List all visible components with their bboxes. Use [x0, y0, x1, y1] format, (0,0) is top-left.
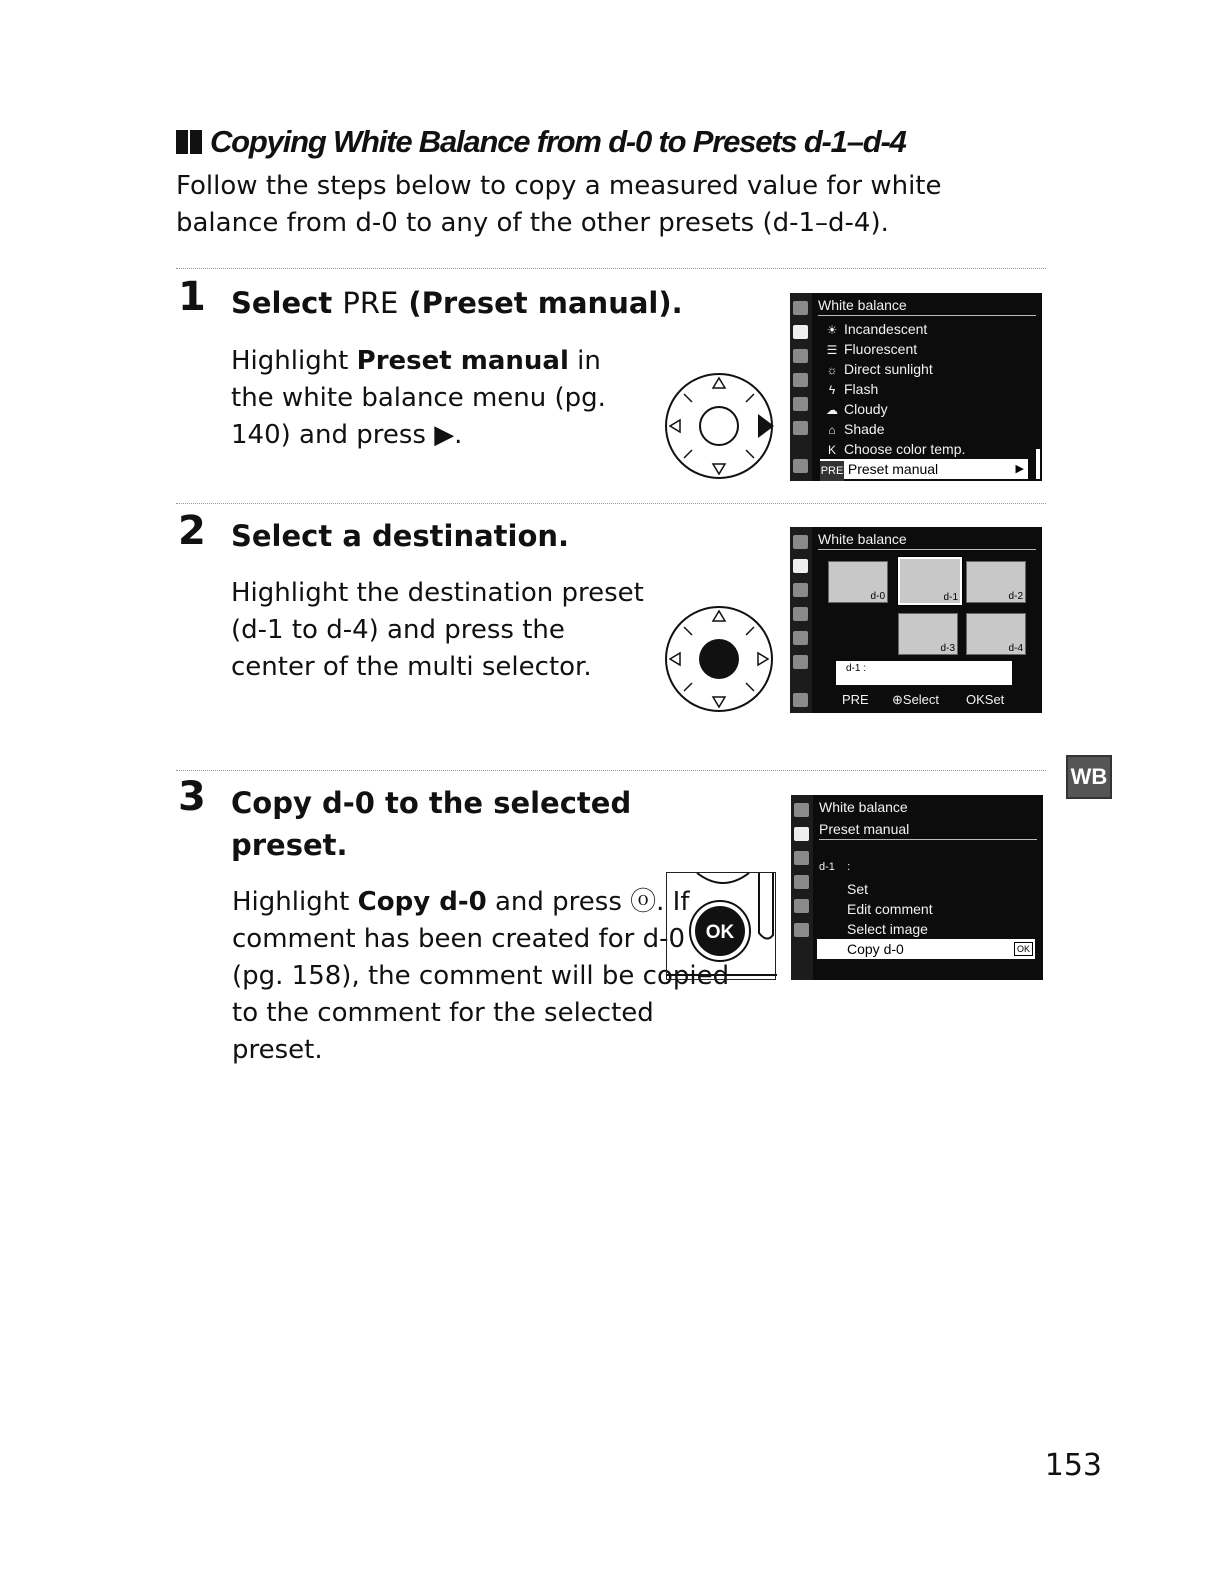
- section-title-text: Copying White Balance from d-0 to Presets d-1–d-4: [210, 124, 906, 159]
- retouch-menu-icon: [793, 397, 808, 411]
- page-number: 153: [1044, 1448, 1102, 1483]
- playback-menu-icon: [793, 535, 808, 549]
- step-1-body-text-end: in the white balance menu (pg. 140) and press ▶.: [231, 346, 606, 450]
- screen-header: White balance: [818, 531, 1036, 550]
- preset-label: d-1 :: [819, 861, 851, 873]
- footer-set: OKSet: [966, 692, 1005, 707]
- ok-button-icon: [667, 873, 777, 981]
- step-1-body: [231, 343, 651, 454]
- retouch-menu-icon: [794, 899, 809, 913]
- footer-select: ⊕Select: [892, 692, 940, 707]
- thumb-label: d-2: [1008, 591, 1023, 602]
- menu-item-label: Direct sunlight: [844, 361, 933, 377]
- comment-field: d-1 :: [836, 661, 1012, 685]
- divider: [176, 268, 1046, 269]
- menu-item-shade[interactable]: [820, 419, 1036, 439]
- menu-item-select-image[interactable]: Select image: [847, 921, 928, 937]
- playback-menu-icon: [794, 803, 809, 817]
- fluorescent-icon: ☰: [826, 343, 838, 357]
- incandescent-icon: ☀: [826, 323, 838, 337]
- menu-item-edit-comment[interactable]: Edit comment: [847, 901, 933, 917]
- menu-item-incandescent[interactable]: [820, 319, 1036, 339]
- ok-button-illustration: [666, 872, 776, 980]
- menu-item-label: Incandescent: [844, 321, 928, 337]
- step-2-body: Highlight the destination preset (d-1 to d-4) and press the center of the multi selector.: [231, 578, 644, 682]
- menu-item-fluorescent[interactable]: [820, 339, 1036, 359]
- screen-subheader: Preset manual: [819, 821, 1037, 840]
- menu-item-flash[interactable]: [820, 379, 1036, 399]
- step-3-body-text-end: and press ⓞ. If comment has been created for d-0 (pg. 158), the comment will be copied to the comment for the selected preset.: [232, 887, 730, 1065]
- menu-item-label: Preset manual: [847, 461, 939, 477]
- help-icon: [793, 693, 808, 707]
- ok-button-label: OK: [705, 922, 735, 943]
- thumb-label: d-1: [943, 592, 958, 603]
- step-1-title-suffix: (Preset manual).: [398, 286, 683, 320]
- multi-selector-center-icon: [662, 603, 776, 715]
- step-1-title-prefix: Select: [231, 286, 343, 320]
- preset-name: d-1: [819, 861, 835, 873]
- preset-manual-screen: [791, 795, 1043, 980]
- preset-thumb-d3[interactable]: [898, 613, 958, 655]
- step-3-title-line2: preset.: [231, 828, 348, 862]
- heading-marker-icon: [176, 130, 188, 154]
- footer-pre: PRE: [842, 692, 869, 707]
- color-temp-icon: K: [827, 443, 836, 457]
- preset-thumb-d4[interactable]: [966, 613, 1026, 655]
- step-1-number: 1: [178, 274, 206, 320]
- preset-icon: PRE: [820, 461, 844, 481]
- menu-item-preset-manual[interactable]: [820, 459, 1028, 479]
- custom-settings-icon: [794, 851, 809, 865]
- white-balance-menu-screen: [790, 293, 1042, 481]
- setup-menu-icon: [794, 875, 809, 889]
- menu-item-label: Shade: [844, 421, 885, 437]
- setup-menu-icon: [793, 373, 808, 387]
- menu-item-cloudy[interactable]: [820, 399, 1036, 419]
- shade-icon: ⌂: [828, 423, 836, 437]
- scrollbar[interactable]: [1036, 449, 1040, 479]
- help-icon: [793, 459, 808, 473]
- submenu-arrow-icon: ▶: [1015, 463, 1024, 475]
- divider: [176, 503, 1046, 504]
- screen-header: White balance: [818, 297, 1036, 316]
- shooting-menu-icon: [793, 559, 808, 573]
- menu-item-copy-d0[interactable]: [817, 939, 1035, 959]
- menu-item-label: Copy d-0: [847, 941, 904, 957]
- menu-sidebar: [791, 795, 813, 980]
- screen-header: White balance: [819, 799, 908, 815]
- step-3-title: [231, 782, 631, 866]
- destination-select-screen: [790, 527, 1042, 713]
- custom-settings-icon: [793, 349, 808, 363]
- shooting-menu-icon: [793, 325, 808, 339]
- menu-sidebar: [790, 293, 812, 481]
- step-1-body-text: Highlight: [231, 346, 357, 376]
- setup-menu-icon: [793, 607, 808, 621]
- thumb-label: d-4: [1008, 643, 1023, 654]
- step-3-title-line1: Copy d-0 to the selected: [231, 786, 632, 820]
- thumb-label: d-0: [870, 591, 885, 602]
- recent-settings-icon: [793, 655, 808, 669]
- step-1-body-bold: Preset manual: [356, 346, 569, 376]
- step-1-title: [231, 282, 683, 324]
- step-3-body-text: Highlight: [232, 887, 358, 917]
- step-3-number: 3: [178, 774, 206, 820]
- intro-paragraph: Follow the steps below to copy a measured value for white balance from d-0 to any of the other presets (d-1–d-4).: [176, 171, 942, 238]
- thumb-label: d-3: [940, 643, 955, 654]
- step-2-number: 2: [178, 508, 206, 554]
- heading-marker-icon: [190, 130, 202, 154]
- recent-settings-icon: [793, 421, 808, 435]
- menu-item-label: Fluorescent: [844, 341, 918, 357]
- wb-tab-icon: WB: [1066, 755, 1112, 799]
- playback-menu-icon: [793, 301, 808, 315]
- menu-item-direct-sunlight[interactable]: [820, 359, 1036, 379]
- multi-selector-right-icon: [662, 370, 776, 482]
- preset-thumb-d1[interactable]: [898, 557, 962, 605]
- menu-sidebar: [790, 527, 812, 713]
- flash-icon: ϟ: [828, 383, 836, 397]
- step-1-title-code: PRE: [342, 286, 399, 320]
- cloudy-icon: ☁: [826, 403, 838, 417]
- sunlight-icon: ☼: [826, 363, 838, 377]
- retouch-menu-icon: [793, 631, 808, 645]
- step-2-title: Select a destination.: [231, 519, 570, 553]
- preset-thumb-d2[interactable]: [966, 561, 1026, 603]
- step-3-body-bold: Copy d-0: [357, 887, 487, 917]
- recent-settings-icon: [794, 923, 809, 937]
- menu-item-set[interactable]: Set: [847, 881, 869, 897]
- menu-item-label: Choose color temp.: [844, 441, 966, 457]
- menu-item-choose-color-temp[interactable]: [820, 439, 1036, 459]
- divider: [176, 770, 1046, 771]
- menu-item-label: Cloudy: [844, 401, 888, 417]
- comment-label: d-1: [846, 663, 861, 674]
- menu-item-label: Flash: [844, 381, 879, 397]
- ok-badge-icon: OK: [1014, 942, 1033, 956]
- custom-settings-icon: [793, 583, 808, 597]
- section-title: [176, 124, 906, 160]
- preset-thumb-d0[interactable]: [828, 561, 888, 603]
- shooting-menu-icon: [794, 827, 809, 841]
